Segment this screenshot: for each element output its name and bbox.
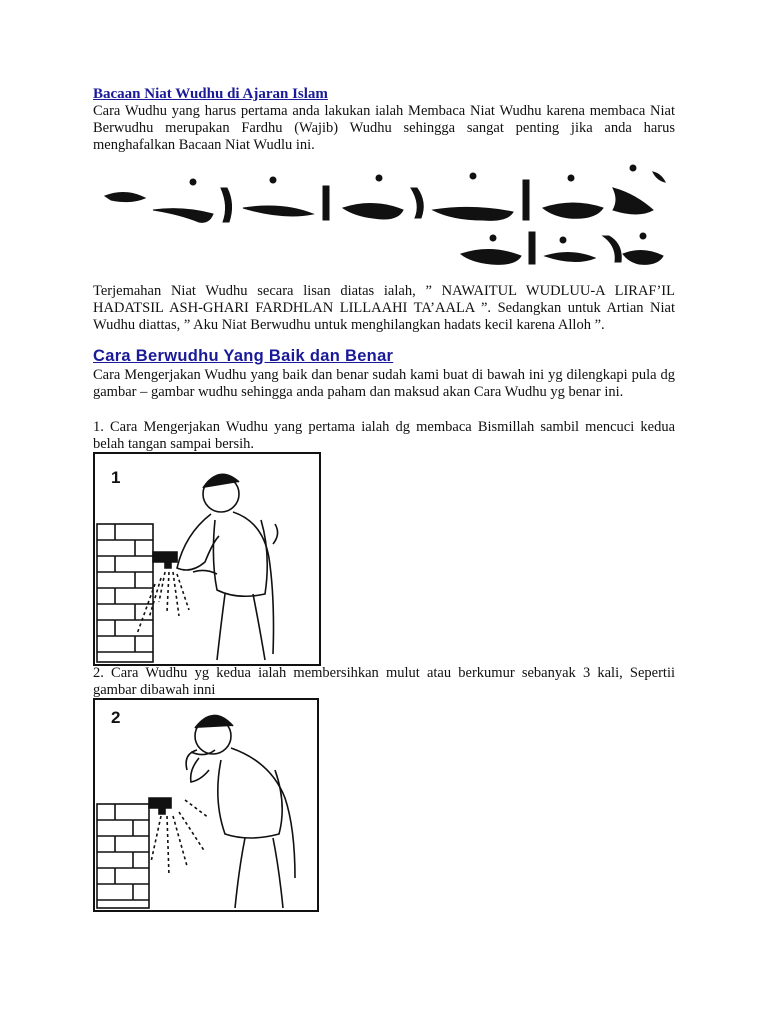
heading-bacaan-niat[interactable]: Bacaan Niat Wudhu di Ajaran Islam [93,86,328,102]
paragraph-step-1: 1. Cara Mengerjakan Wudhu yang pertama ialah dg membaca Bismillah sambil mencuci kedua belah tangan sampai bersih. [93,419,675,452]
washing-hands-drawing [95,454,319,664]
illustration-rinsing-mouth [93,698,319,912]
paragraph-terjemahan: Terjemahan Niat Wudhu secara lisan diatas ialah, ” NAWAITUL WUDLUU-A LIRAF’IL HADATSIL ASH-GHARI FARDHLAN LILLAAHI TA’AALA ”. Sedangkan untuk Artian Niat Wudhu diattas, ” Aku Niat Berwudhu untuk menghilangkan hadats kecil karena Alloh ”. [93,283,675,333]
heading-cara-berwudhu[interactable]: Cara Berwudhu Yang Baik dan Benar [93,347,394,365]
illustration-2-number: 2 [111,708,121,727]
rinsing-mouth-drawing [95,700,317,910]
paragraph-intro: Cara Wudhu yang harus pertama anda lakukan ialah Membaca Niat Wudhu karena membaca Niat Berwudhu merupakan Fardhu (Wajib) Wudhu sehingga sangat penting jika anda harus menghafalkan Bacaan Niat Wudlu ini. [93,103,675,153]
paragraph-cara-intro: Cara Mengerjakan Wudhu yang baik dan benar sudah kami buat di bawah ini yg dilengkapi pula dg gambar – gambar wudhu sehingga anda paham dan maksud akan Cara Wudhu yg benar ini. [93,367,675,400]
illustration-1-number: 1 [111,468,121,487]
arabic-niat-calligraphy [93,158,683,280]
paragraph-step-2: 2. Cara Wudhu yg kedua ialah membersihkan mulut atau berkumur sebanyak 3 kali, Sepertii gambar dibawah inni [93,665,675,698]
illustration-washing-hands [93,452,321,666]
